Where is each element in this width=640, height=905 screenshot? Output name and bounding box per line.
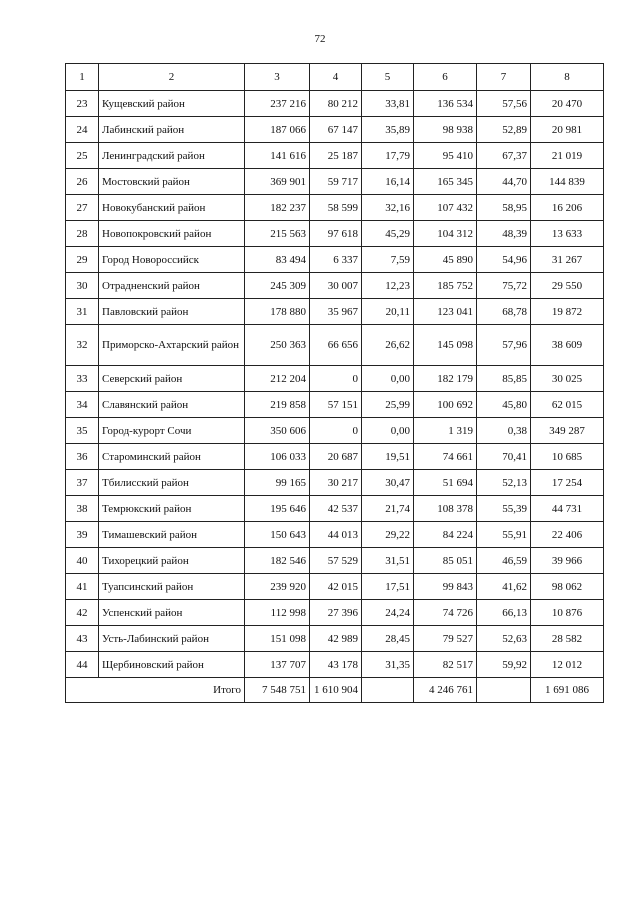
cell-col-3: 237 216 — [245, 91, 310, 117]
cell-col-7: 85,85 — [477, 366, 531, 392]
cell-col-3: 106 033 — [245, 444, 310, 470]
cell-col-3: 215 563 — [245, 221, 310, 247]
cell-col-5: 19,51 — [362, 444, 414, 470]
cell-col-3: 99 165 — [245, 470, 310, 496]
cell-col-7: 44,70 — [477, 169, 531, 195]
row-number: 31 — [66, 299, 99, 325]
cell-col-7: 59,92 — [477, 652, 531, 678]
district-name: Новокубанский район — [99, 195, 245, 221]
cell-col-4: 20 687 — [310, 444, 362, 470]
cell-col-5: 0,00 — [362, 366, 414, 392]
table-row — [66, 392, 604, 418]
cell-col-4: 58 599 — [310, 195, 362, 221]
cell-col-6: 182 179 — [414, 366, 477, 392]
cell-col-4: 42 537 — [310, 496, 362, 522]
total-cell-5 — [362, 678, 414, 703]
cell-col-4: 43 178 — [310, 652, 362, 678]
cell-col-6: 185 752 — [414, 273, 477, 299]
row-number: 27 — [66, 195, 99, 221]
cell-col-7: 57,96 — [477, 325, 531, 366]
table-row — [66, 470, 604, 496]
row-number: 39 — [66, 522, 99, 548]
table-row — [66, 247, 604, 273]
cell-col-7: 68,78 — [477, 299, 531, 325]
table-row — [66, 418, 604, 444]
row-number: 37 — [66, 470, 99, 496]
cell-col-8: 31 267 — [531, 247, 604, 273]
row-number: 24 — [66, 117, 99, 143]
cell-col-8: 21 019 — [531, 143, 604, 169]
cell-col-6: 104 312 — [414, 221, 477, 247]
row-number: 34 — [66, 392, 99, 418]
district-name: Отрадненский район — [99, 273, 245, 299]
table-row — [66, 366, 604, 392]
cell-col-8: 30 025 — [531, 366, 604, 392]
row-number: 28 — [66, 221, 99, 247]
cell-col-7: 55,39 — [477, 496, 531, 522]
cell-col-7: 70,41 — [477, 444, 531, 470]
cell-col-8: 10 685 — [531, 444, 604, 470]
cell-col-5: 30,47 — [362, 470, 414, 496]
cell-col-8: 62 015 — [531, 392, 604, 418]
cell-col-4: 42 989 — [310, 626, 362, 652]
cell-col-7: 52,13 — [477, 470, 531, 496]
header-cell: 7 — [477, 64, 531, 91]
cell-col-8: 29 550 — [531, 273, 604, 299]
cell-col-4: 59 717 — [310, 169, 362, 195]
cell-col-6: 74 726 — [414, 600, 477, 626]
district-name: Северский район — [99, 366, 245, 392]
row-number: 38 — [66, 496, 99, 522]
cell-col-6: 98 938 — [414, 117, 477, 143]
district-name: Кущевский район — [99, 91, 245, 117]
cell-col-7: 45,80 — [477, 392, 531, 418]
total-cell-7 — [477, 678, 531, 703]
cell-col-5: 0,00 — [362, 418, 414, 444]
cell-col-7: 0,38 — [477, 418, 531, 444]
cell-col-4: 67 147 — [310, 117, 362, 143]
cell-col-6: 85 051 — [414, 548, 477, 574]
header-row — [66, 64, 604, 91]
cell-col-5: 20,11 — [362, 299, 414, 325]
table-row — [66, 522, 604, 548]
row-number: 35 — [66, 418, 99, 444]
cell-col-4: 0 — [310, 418, 362, 444]
cell-col-3: 250 363 — [245, 325, 310, 366]
row-number: 33 — [66, 366, 99, 392]
header-cell: 2 — [99, 64, 245, 91]
cell-col-6: 136 534 — [414, 91, 477, 117]
cell-col-8: 10 876 — [531, 600, 604, 626]
table-row — [66, 221, 604, 247]
total-cell-4: 1 610 904 — [310, 678, 362, 703]
district-name: Щербиновский район — [99, 652, 245, 678]
table-row — [66, 143, 604, 169]
district-name: Славянский район — [99, 392, 245, 418]
cell-col-6: 100 692 — [414, 392, 477, 418]
cell-col-4: 44 013 — [310, 522, 362, 548]
cell-col-7: 48,39 — [477, 221, 531, 247]
cell-col-5: 35,89 — [362, 117, 414, 143]
header-cell: 5 — [362, 64, 414, 91]
cell-col-7: 46,59 — [477, 548, 531, 574]
cell-col-6: 1 319 — [414, 418, 477, 444]
cell-col-7: 52,89 — [477, 117, 531, 143]
cell-col-4: 80 212 — [310, 91, 362, 117]
table-body — [66, 91, 604, 678]
cell-col-4: 25 187 — [310, 143, 362, 169]
cell-col-8: 98 062 — [531, 574, 604, 600]
cell-col-8: 144 839 — [531, 169, 604, 195]
table-row — [66, 444, 604, 470]
cell-col-7: 66,13 — [477, 600, 531, 626]
cell-col-6: 145 098 — [414, 325, 477, 366]
cell-col-3: 137 707 — [245, 652, 310, 678]
cell-col-3: 239 920 — [245, 574, 310, 600]
cell-col-8: 22 406 — [531, 522, 604, 548]
cell-col-4: 27 396 — [310, 600, 362, 626]
cell-col-8: 20 470 — [531, 91, 604, 117]
cell-col-4: 6 337 — [310, 247, 362, 273]
cell-col-7: 58,95 — [477, 195, 531, 221]
cell-col-3: 112 998 — [245, 600, 310, 626]
cell-col-4: 42 015 — [310, 574, 362, 600]
cell-col-3: 182 546 — [245, 548, 310, 574]
row-number: 25 — [66, 143, 99, 169]
cell-col-6: 82 517 — [414, 652, 477, 678]
district-name: Староминский район — [99, 444, 245, 470]
district-name: Успенский район — [99, 600, 245, 626]
district-name: Тбилисский район — [99, 470, 245, 496]
cell-col-4: 0 — [310, 366, 362, 392]
cell-col-6: 79 527 — [414, 626, 477, 652]
cell-col-8: 19 872 — [531, 299, 604, 325]
cell-col-4: 30 217 — [310, 470, 362, 496]
cell-col-8: 39 966 — [531, 548, 604, 574]
cell-col-3: 195 646 — [245, 496, 310, 522]
cell-col-5: 31,51 — [362, 548, 414, 574]
total-cell-3: 7 548 751 — [245, 678, 310, 703]
cell-col-7: 52,63 — [477, 626, 531, 652]
row-number: 26 — [66, 169, 99, 195]
total-cell-6: 4 246 761 — [414, 678, 477, 703]
cell-col-3: 83 494 — [245, 247, 310, 273]
cell-col-3: 245 309 — [245, 273, 310, 299]
cell-col-5: 25,99 — [362, 392, 414, 418]
row-number: 43 — [66, 626, 99, 652]
cell-col-6: 107 432 — [414, 195, 477, 221]
cell-col-5: 17,79 — [362, 143, 414, 169]
cell-col-3: 151 098 — [245, 626, 310, 652]
row-number: 29 — [66, 247, 99, 273]
cell-col-8: 16 206 — [531, 195, 604, 221]
cell-col-5: 32,16 — [362, 195, 414, 221]
district-name: Город-курорт Сочи — [99, 418, 245, 444]
cell-col-5: 29,22 — [362, 522, 414, 548]
table-row — [66, 574, 604, 600]
cell-col-8: 13 633 — [531, 221, 604, 247]
table-row — [66, 325, 604, 366]
cell-col-6: 45 890 — [414, 247, 477, 273]
cell-col-3: 219 858 — [245, 392, 310, 418]
table-row — [66, 195, 604, 221]
cell-col-5: 26,62 — [362, 325, 414, 366]
cell-col-5: 16,14 — [362, 169, 414, 195]
cell-col-8: 349 287 — [531, 418, 604, 444]
cell-col-7: 41,62 — [477, 574, 531, 600]
cell-col-4: 57 151 — [310, 392, 362, 418]
cell-col-6: 74 661 — [414, 444, 477, 470]
cell-col-5: 24,24 — [362, 600, 414, 626]
cell-col-5: 21,74 — [362, 496, 414, 522]
district-name: Тимашевский район — [99, 522, 245, 548]
row-number: 44 — [66, 652, 99, 678]
table-row — [66, 117, 604, 143]
cell-col-6: 123 041 — [414, 299, 477, 325]
cell-col-3: 182 237 — [245, 195, 310, 221]
cell-col-8: 44 731 — [531, 496, 604, 522]
cell-col-8: 38 609 — [531, 325, 604, 366]
page-number: 72 — [314, 33, 326, 45]
cell-col-8: 28 582 — [531, 626, 604, 652]
row-number: 41 — [66, 574, 99, 600]
cell-col-7: 54,96 — [477, 247, 531, 273]
header-cell: 1 — [66, 64, 99, 91]
cell-col-5: 7,59 — [362, 247, 414, 273]
cell-col-5: 33,81 — [362, 91, 414, 117]
district-name: Усть-Лабинский район — [99, 626, 245, 652]
cell-col-7: 75,72 — [477, 273, 531, 299]
cell-col-6: 99 843 — [414, 574, 477, 600]
cell-col-7: 55,91 — [477, 522, 531, 548]
district-name: Город Новороссийск — [99, 247, 245, 273]
table-row — [66, 273, 604, 299]
header-cell: 3 — [245, 64, 310, 91]
cell-col-6: 95 410 — [414, 143, 477, 169]
cell-col-3: 141 616 — [245, 143, 310, 169]
row-number: 40 — [66, 548, 99, 574]
cell-col-8: 17 254 — [531, 470, 604, 496]
row-number: 23 — [66, 91, 99, 117]
cell-col-8: 12 012 — [531, 652, 604, 678]
cell-col-5: 45,29 — [362, 221, 414, 247]
table-row — [66, 652, 604, 678]
total-label: Итого — [66, 678, 245, 703]
cell-col-4: 57 529 — [310, 548, 362, 574]
cell-col-3: 212 204 — [245, 366, 310, 392]
table-row — [66, 548, 604, 574]
district-name: Павловский район — [99, 299, 245, 325]
row-number: 30 — [66, 273, 99, 299]
cell-col-3: 187 066 — [245, 117, 310, 143]
cell-col-5: 17,51 — [362, 574, 414, 600]
cell-col-7: 57,56 — [477, 91, 531, 117]
district-name: Туапсинский район — [99, 574, 245, 600]
cell-col-6: 165 345 — [414, 169, 477, 195]
cell-col-5: 28,45 — [362, 626, 414, 652]
header-cell: 6 — [414, 64, 477, 91]
district-name: Новопокровский район — [99, 221, 245, 247]
cell-col-8: 20 981 — [531, 117, 604, 143]
table-row — [66, 496, 604, 522]
cell-col-5: 12,23 — [362, 273, 414, 299]
cell-col-4: 35 967 — [310, 299, 362, 325]
row-number: 32 — [66, 325, 99, 366]
district-name: Приморско-Ахтарский район — [99, 325, 245, 366]
district-name: Мостовский район — [99, 169, 245, 195]
cell-col-3: 178 880 — [245, 299, 310, 325]
cell-col-3: 369 901 — [245, 169, 310, 195]
row-number: 42 — [66, 600, 99, 626]
cell-col-6: 84 224 — [414, 522, 477, 548]
total-row — [66, 678, 604, 703]
cell-col-4: 30 007 — [310, 273, 362, 299]
table-row — [66, 600, 604, 626]
district-data-table — [65, 63, 604, 703]
cell-col-6: 108 378 — [414, 496, 477, 522]
cell-col-7: 67,37 — [477, 143, 531, 169]
total-cell-8: 1 691 086 — [531, 678, 604, 703]
table-row — [66, 626, 604, 652]
cell-col-3: 150 643 — [245, 522, 310, 548]
table-row — [66, 169, 604, 195]
district-name: Темрюкский район — [99, 496, 245, 522]
cell-col-3: 350 606 — [245, 418, 310, 444]
district-name: Лабинский район — [99, 117, 245, 143]
district-name: Ленинградский район — [99, 143, 245, 169]
cell-col-4: 97 618 — [310, 221, 362, 247]
cell-col-6: 51 694 — [414, 470, 477, 496]
header-cell: 4 — [310, 64, 362, 91]
header-cell: 8 — [531, 64, 604, 91]
cell-col-4: 66 656 — [310, 325, 362, 366]
row-number: 36 — [66, 444, 99, 470]
cell-col-5: 31,35 — [362, 652, 414, 678]
district-name: Тихорецкий район — [99, 548, 245, 574]
table-row — [66, 299, 604, 325]
table-row — [66, 91, 604, 117]
